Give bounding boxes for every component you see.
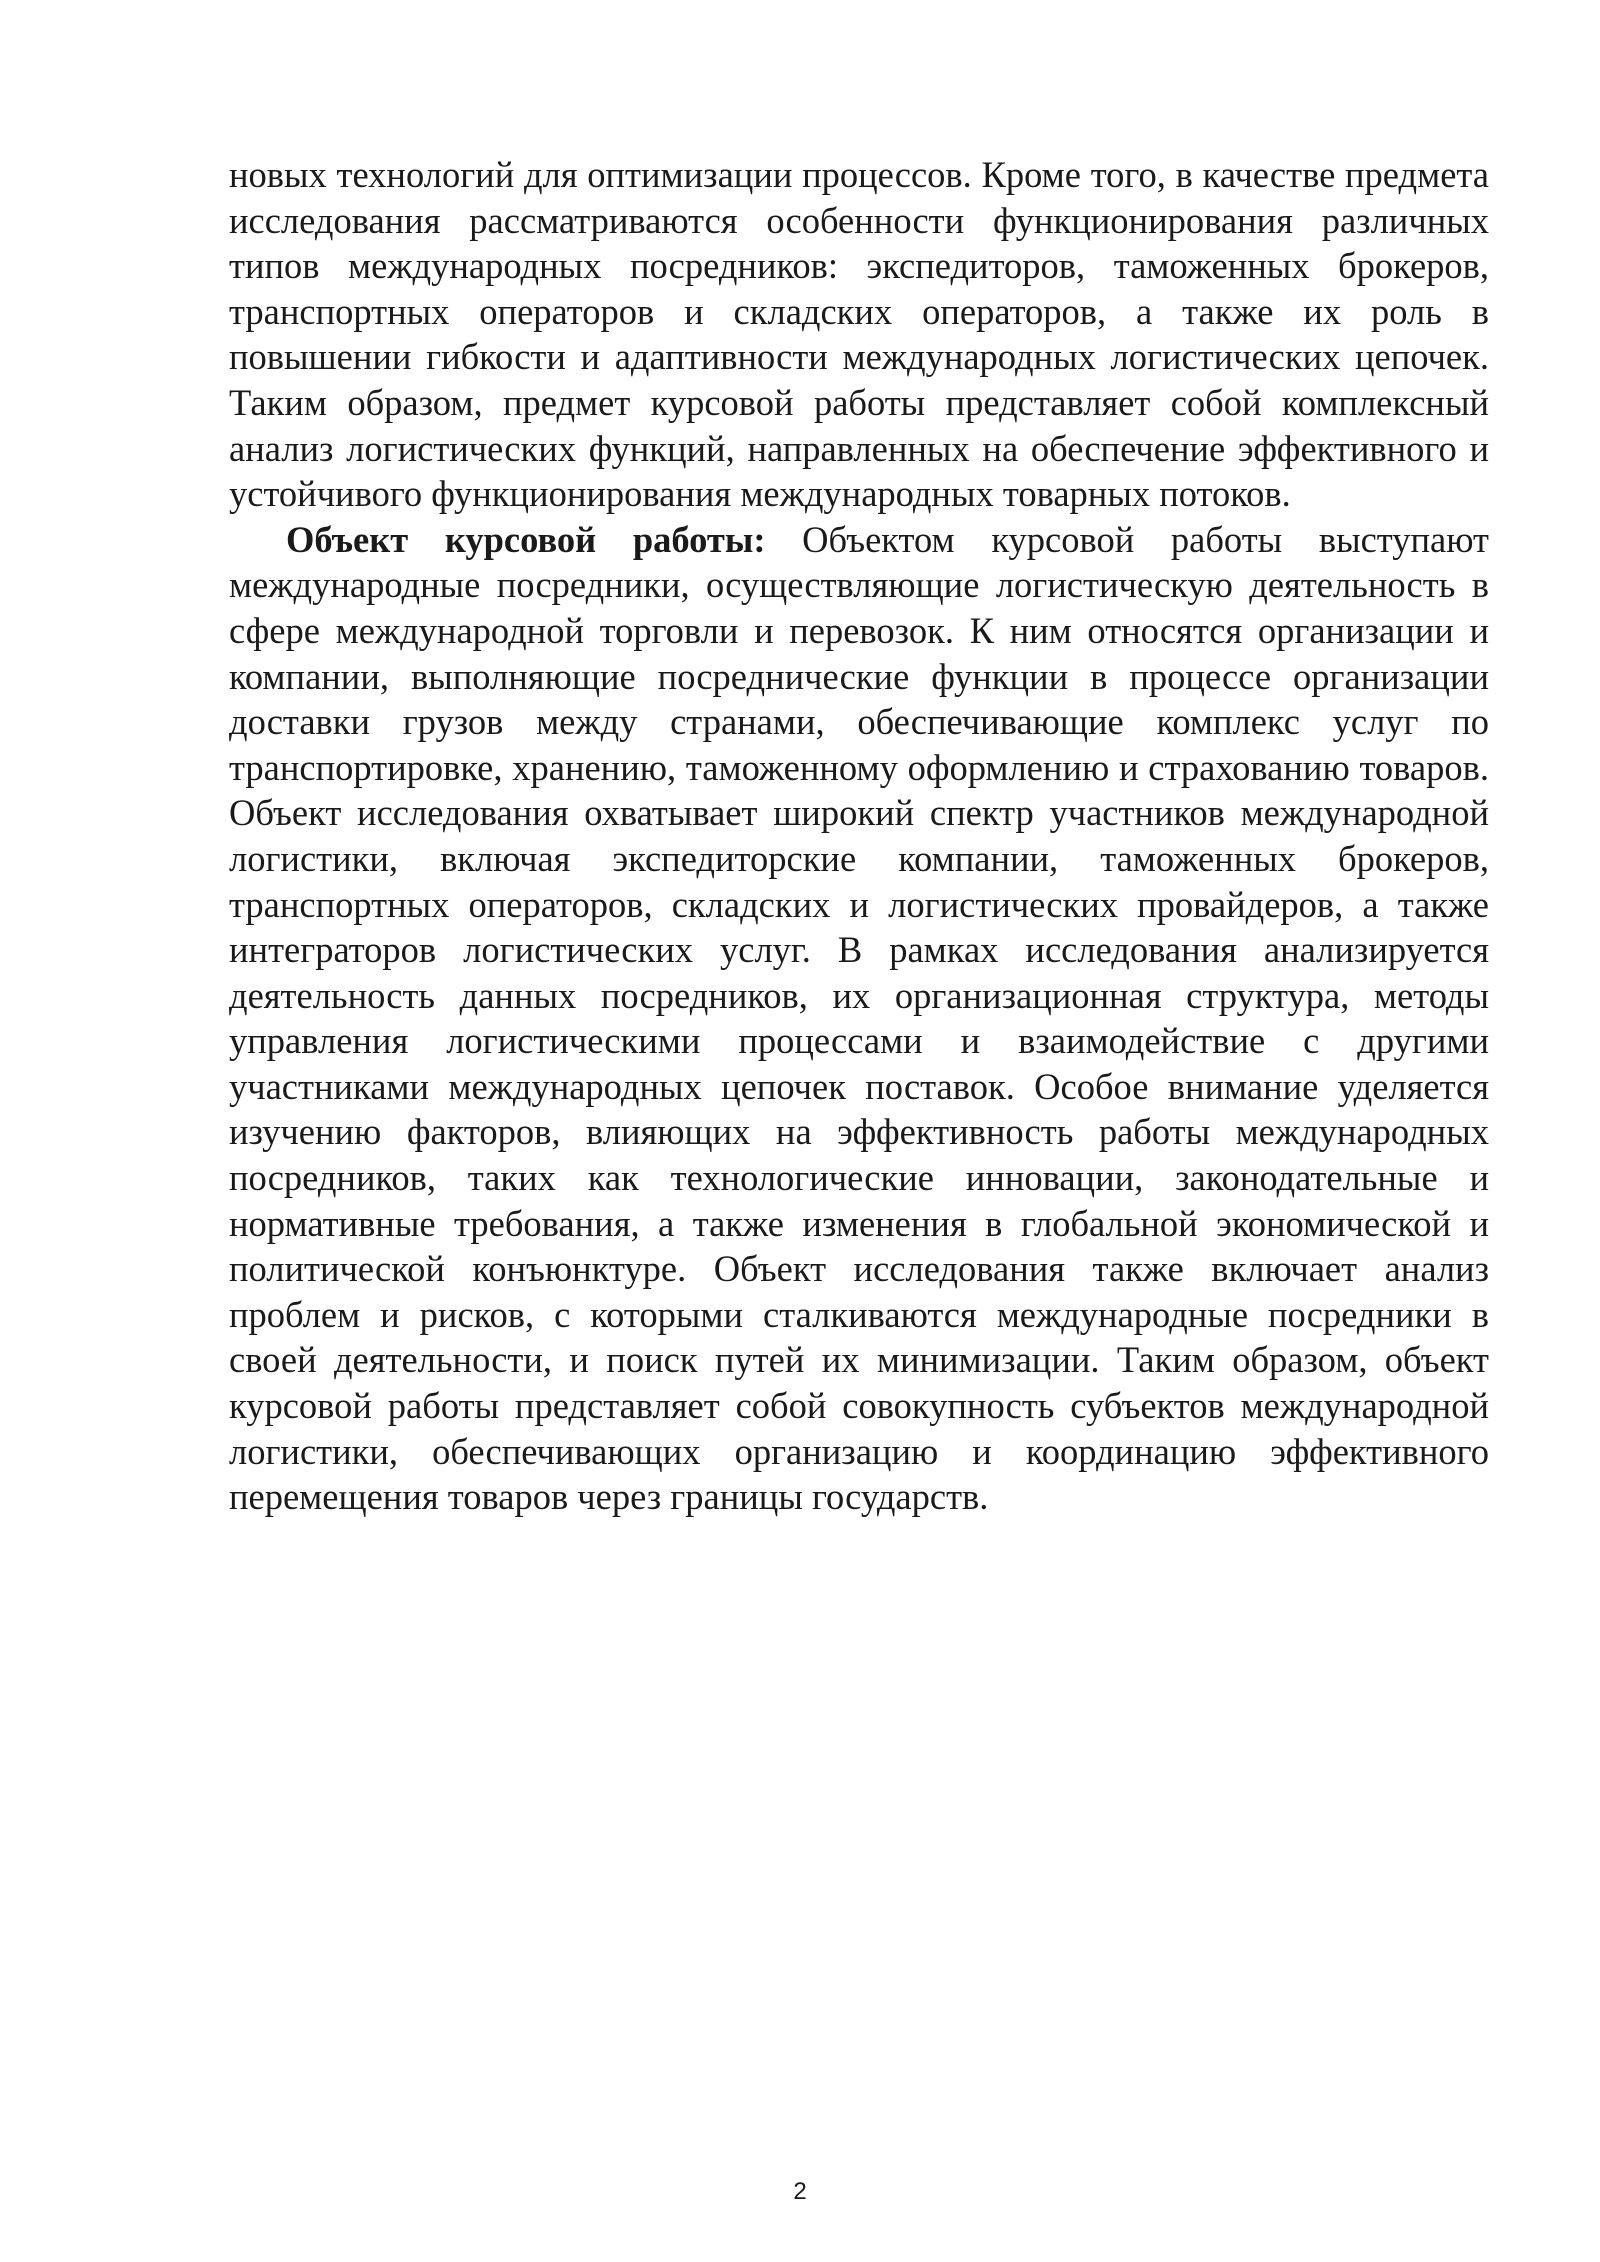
object-text: Объектом курсовой работы выступают международные посредники, осуществляющие логистическую деятельность в сфере международной торговли и перевозок. К ним относятся организации и компании, выполняющие посреднические функции в процессе организации доставки грузов между странами, обеспечивающие комплекс услуг по транспортировке, хранению, таможенному оформлению и страхованию товаров. Объект исследования охватывает широкий спектр участников международной логистики, включая экспедиторские компании, таможенных брокеров, транспортных операторов, складских и логистических провайдеров, а также интеграторов логистических услуг. В рамках исследования анализируется деятельность данных посредников, их организационная структура, методы управления логистическими процессами и взаимодействие с другими участниками международных цепочек поставок. Особое внимание уделяется изучению факторов, влияющих на эффективность работы международных посредников, таких как технологические инновации, законодательные и нормативные требования, а также изменения в глобальной экономической и политической конъюнктуре. Объект исследования также включает анализ проблем и рисков, с которыми сталкиваются международные посредники в своей деятельности, и поиск путей их минимизации. Таким образом, объект курсовой работы представляет собой совокупность субъектов международной логистики, обеспечивающих организацию и координацию эффективного перемещения товаров через границы государств. xyxy=(229,518,1489,1518)
object-heading: Объект курсовой работы: xyxy=(286,518,766,560)
paragraph-object xyxy=(229,517,1489,1520)
paragraph-subject-continuation: новых технологий для оптимизации процессов. Кроме того, в качестве предмета исследования рассматриваются особенности функционирования различных типов международных посредников: экспедиторов, таможенных брокеров, транспортных операторов и складских операторов, а также их роль в повышении гибкости и адаптивности международных логистических цепочек. Таким образом, предмет курсовой работы представляет собой комплексный анализ логистических функций, направленных на обеспечение эффективного и устойчивого функционирования международных товарных потоков. xyxy=(229,154,1489,515)
document-body xyxy=(229,152,1489,1520)
page-number: 2 xyxy=(793,2178,807,2205)
